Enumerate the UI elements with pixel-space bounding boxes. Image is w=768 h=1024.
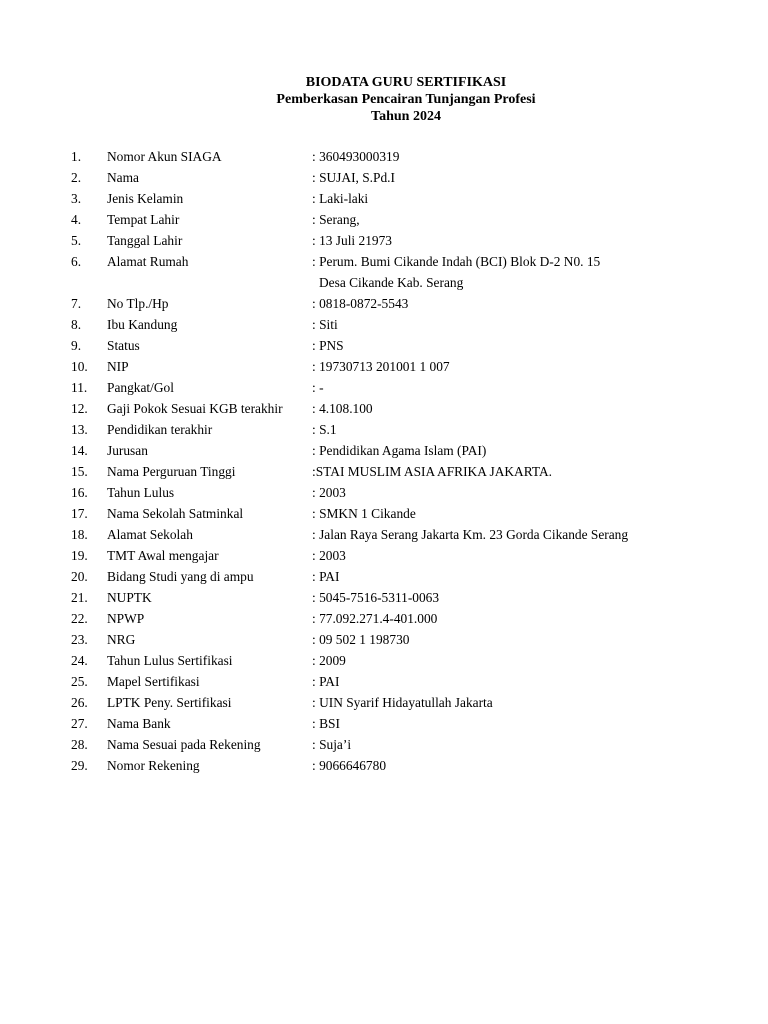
document-title: BIODATA GURU SERTIFIKASI	[305, 75, 507, 90]
biodata-row	[0, 146, 768, 167]
biodata-row	[0, 566, 768, 587]
row-number: 26.	[71, 695, 88, 710]
field-label: Nomor Rekening	[107, 758, 200, 773]
field-value: : SMKN 1 Cikande	[312, 506, 416, 521]
field-value: : SUJAI, S.Pd.I	[312, 170, 395, 185]
biodata-row	[0, 587, 768, 608]
document-year: Tahun 2024	[371, 109, 441, 124]
biodata-row	[0, 188, 768, 209]
biodata-row	[0, 293, 768, 314]
biodata-row	[0, 419, 768, 440]
field-value: : 2009	[312, 653, 346, 668]
row-number: 15.	[71, 464, 88, 479]
biodata-row	[0, 503, 768, 524]
field-label: Nama	[107, 170, 139, 185]
field-value: : Suja’i	[312, 737, 352, 752]
row-number: 6.	[71, 254, 82, 269]
biodata-row	[0, 230, 768, 251]
biodata-row	[0, 629, 768, 650]
row-number: 4.	[71, 212, 82, 227]
field-label: Tanggal Lahir	[107, 233, 183, 248]
field-value: : Serang,	[312, 212, 360, 227]
field-value-continued: Desa Cikande Kab. Serang	[319, 275, 464, 290]
row-number: 28.	[71, 737, 88, 752]
field-label: Nomor Akun SIAGA	[107, 149, 222, 164]
field-label: Status	[107, 338, 140, 353]
field-label: Tahun Lulus Sertifikasi	[107, 653, 233, 668]
biodata-row	[0, 755, 768, 776]
field-label: Tahun Lulus	[107, 485, 175, 500]
row-number: 1.	[71, 149, 82, 164]
field-label: Bidang Studi yang di ampu	[107, 569, 254, 584]
biodata-row	[0, 692, 768, 713]
field-label: Gaji Pokok Sesuai KGB terakhir	[107, 401, 283, 416]
field-label: Nama Perguruan Tinggi	[107, 464, 236, 479]
document-header	[0, 74, 768, 125]
biodata-row	[0, 545, 768, 566]
row-number: 17.	[71, 506, 88, 521]
field-value: : Laki-laki	[312, 191, 369, 206]
field-label: Nama Bank	[107, 716, 171, 731]
row-number: 13.	[71, 422, 88, 437]
biodata-row	[0, 356, 768, 377]
field-value: : UIN Syarif Hidayatullah Jakarta	[312, 695, 493, 710]
biodata-row	[0, 251, 768, 293]
field-value: : Perum. Bumi Cikande Indah (BCI) Blok D-2 N0. 15	[312, 254, 601, 269]
field-label: NRG	[107, 632, 136, 647]
biodata-row	[0, 398, 768, 419]
field-label: Tempat Lahir	[107, 212, 180, 227]
row-number: 29.	[71, 758, 88, 773]
field-value: : 360493000319	[312, 149, 400, 164]
field-label: NUPTK	[107, 590, 152, 605]
field-value: : 4.108.100	[312, 401, 373, 416]
biodata-row	[0, 608, 768, 629]
row-number: 10.	[71, 359, 88, 374]
field-value: : Jalan Raya Serang Jakarta Km. 23 Gorda Cikande Serang	[312, 527, 629, 542]
field-value: : 0818-0872-5543	[312, 296, 409, 311]
row-number: 5.	[71, 233, 82, 248]
row-number: 16.	[71, 485, 88, 500]
field-value: : Pendidikan Agama Islam (PAI)	[312, 443, 487, 458]
biodata-row	[0, 314, 768, 335]
biodata-row	[0, 671, 768, 692]
field-value: : PAI	[312, 569, 340, 584]
field-label: Pendidikan terakhir	[107, 422, 213, 437]
biodata-list	[0, 146, 768, 776]
field-label: Ibu Kandung	[107, 317, 178, 332]
biodata-row	[0, 335, 768, 356]
field-value: : 13 Juli 21973	[312, 233, 392, 248]
row-number: 18.	[71, 527, 88, 542]
field-label: TMT Awal mengajar	[107, 548, 219, 563]
row-number: 23.	[71, 632, 88, 647]
field-value: : 77.092.271.4-401.000	[312, 611, 438, 626]
biodata-row	[0, 209, 768, 230]
field-label: Pangkat/Gol	[107, 380, 174, 395]
field-value: : 9066646780	[312, 758, 387, 773]
row-number: 24.	[71, 653, 88, 668]
field-value: : -	[312, 380, 324, 395]
field-label: Jenis Kelamin	[107, 191, 184, 206]
field-value: : 19730713 201001 1 007	[312, 359, 450, 374]
row-number: 14.	[71, 443, 88, 458]
row-number: 27.	[71, 716, 88, 731]
field-label: No Tlp./Hp	[107, 296, 169, 311]
field-label: NIP	[107, 359, 129, 374]
field-value: : Siti	[312, 317, 338, 332]
field-value: : 09 502 1 198730	[312, 632, 410, 647]
field-value: : 2003	[312, 485, 346, 500]
biodata-row	[0, 482, 768, 503]
field-value: : PAI	[312, 674, 340, 689]
row-number: 21.	[71, 590, 88, 605]
biodata-row	[0, 167, 768, 188]
row-number: 7.	[71, 296, 82, 311]
field-label: LPTK Peny. Sertifikasi	[107, 695, 232, 710]
field-value: : BSI	[312, 716, 340, 731]
row-number: 9.	[71, 338, 82, 353]
row-number: 11.	[71, 380, 88, 395]
field-value: : 5045-7516-5311-0063	[312, 590, 440, 605]
row-number: 8.	[71, 317, 82, 332]
field-label: Mapel Sertifikasi	[107, 674, 200, 689]
row-number: 3.	[71, 191, 82, 206]
field-label: Alamat Rumah	[107, 254, 189, 269]
row-number: 2.	[71, 170, 82, 185]
biodata-row	[0, 440, 768, 461]
field-value: : 2003	[312, 548, 346, 563]
row-number: 19.	[71, 548, 88, 563]
field-value: :STAI MUSLIM ASIA AFRIKA JAKARTA.	[312, 464, 552, 479]
field-label: Jurusan	[107, 443, 148, 458]
biodata-row	[0, 524, 768, 545]
row-number: 12.	[71, 401, 88, 416]
field-label: Nama Sesuai pada Rekening	[107, 737, 261, 752]
biodata-row	[0, 713, 768, 734]
field-label: Nama Sekolah Satminkal	[107, 506, 244, 521]
biodata-row	[0, 734, 768, 755]
biodata-row	[0, 377, 768, 398]
field-value: : PNS	[312, 338, 344, 353]
biodata-row	[0, 650, 768, 671]
row-number: 22.	[71, 611, 88, 626]
row-number: 20.	[71, 569, 88, 584]
field-label: Alamat Sekolah	[107, 527, 193, 542]
field-label: NPWP	[107, 611, 145, 626]
biodata-row	[0, 461, 768, 482]
row-number: 25.	[71, 674, 88, 689]
document-subtitle: Pemberkasan Pencairan Tunjangan Profesi	[276, 92, 536, 107]
field-value: : S.1	[312, 422, 337, 437]
